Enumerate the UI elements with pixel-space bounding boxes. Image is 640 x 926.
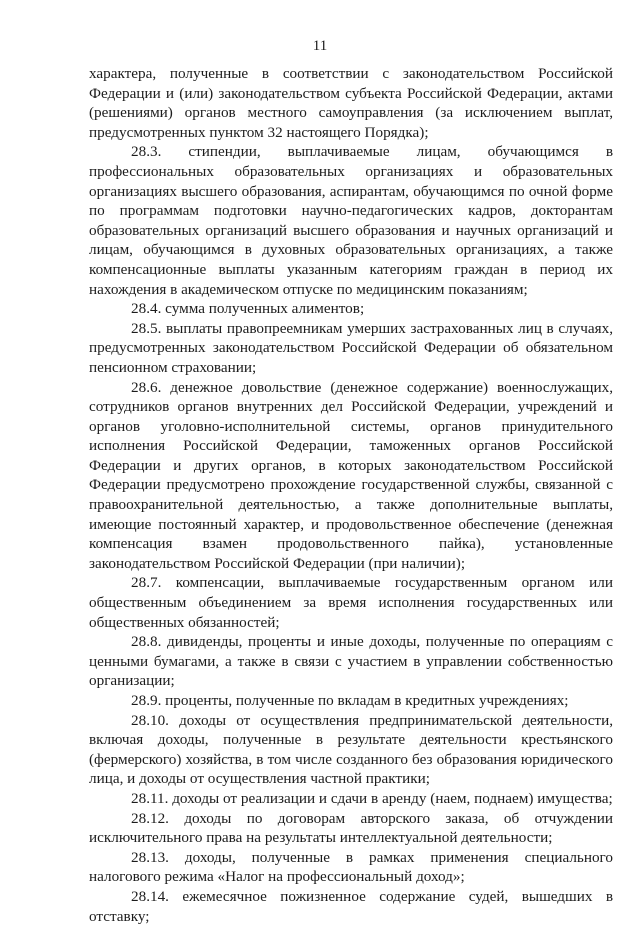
paragraph-continuation: характера, полученные в соответствии с законодательством Российской Федерации и (или) законодательством субъекта Российской Федерации, актами (решениями) органов местного самоуправления (за исключением выплат, предусмотренных пунктом 32 настоящего Порядка); <box>89 65 613 141</box>
paragraph-28-5: 28.5. выплаты правопреемникам умерших застрахованных лиц в случаях, предусмотренных законодательством Российской Федерации об обязательном пенсионном страховании; <box>89 319 613 376</box>
paragraph-28-12: 28.12. доходы по договорам авторского заказа, об отчуждении исключительного права на результаты интеллектуальной деятельности; <box>89 809 613 847</box>
paragraph-28-8: 28.8. дивиденды, проценты и иные доходы, полученные по операциям с ценными бумагами, а также в связи с участием в управлении собственностью организации; <box>89 633 613 690</box>
paragraph-28-7: 28.7. компенсации, выплачиваемые государственным органом или общественным объединением за время исполнения государственных или общественных обязанностей; <box>89 574 613 631</box>
document-body <box>89 64 613 926</box>
paragraph-28-3: 28.3. стипендии, выплачиваемые лицам, обучающимся в профессиональных образовательных организациях и образовательных организациях высшего образования, аспирантам, обучающимся по очной форме по программам подготовки научно-педагогических кадров, докторантам образовательных организаций высшего образования и научных организаций и лицам, обучающимся в духовных образовательных организациях, а также компенсационные выплаты указанным категориям граждан в период их нахождения в академическом отпуске по медицинским показаниям; <box>89 143 613 298</box>
paragraph-28-6: 28.6. денежное довольствие (денежное содержание) военнослужащих, сотрудников органов внутренних дел Российской Федерации, учреждений и органов уголовно-исполнительной системы, органов принудительного исполнения Российской Федерации, таможенных органов Российской Федерации и других органов, в которых законодательством Российской Федерации предусмотрено прохождение государственной службы, связанной с правоохранительной деятельностью, а также дополнительные выплаты, имеющие постоянный характер, и продовольственное обеспечение (денежная компенсация взамен продовольственного пайка), установленные законодательством Российской Федерации (при наличии); <box>89 378 613 572</box>
paragraph-28-11: 28.11. доходы от реализации и сдачи в аренду (наем, поднаем) имущества; <box>131 789 613 807</box>
paragraph-28-4: 28.4. сумма полученных алиментов; <box>131 300 365 318</box>
paragraph-28-9: 28.9. проценты, полученные по вкладам в кредитных учреждениях; <box>131 692 569 709</box>
paragraph-28-13: 28.13. доходы, полученные в рамках применения специального налогового режима «Налог на профессиональный доход»; <box>89 848 613 886</box>
page-number: 11 <box>312 38 328 54</box>
paragraph-28-10: 28.10. доходы от осуществления предпринимательской деятельности, включая доходы, полученные в результате деятельности крестьянского (фермерского) хозяйства, в том числе созданного без образования юридического лица, и доходы от осуществления частной практики; <box>89 711 613 788</box>
paragraph-28-14: 28.14. ежемесячное пожизненное содержание судей, вышедших в отставку; <box>89 887 613 925</box>
